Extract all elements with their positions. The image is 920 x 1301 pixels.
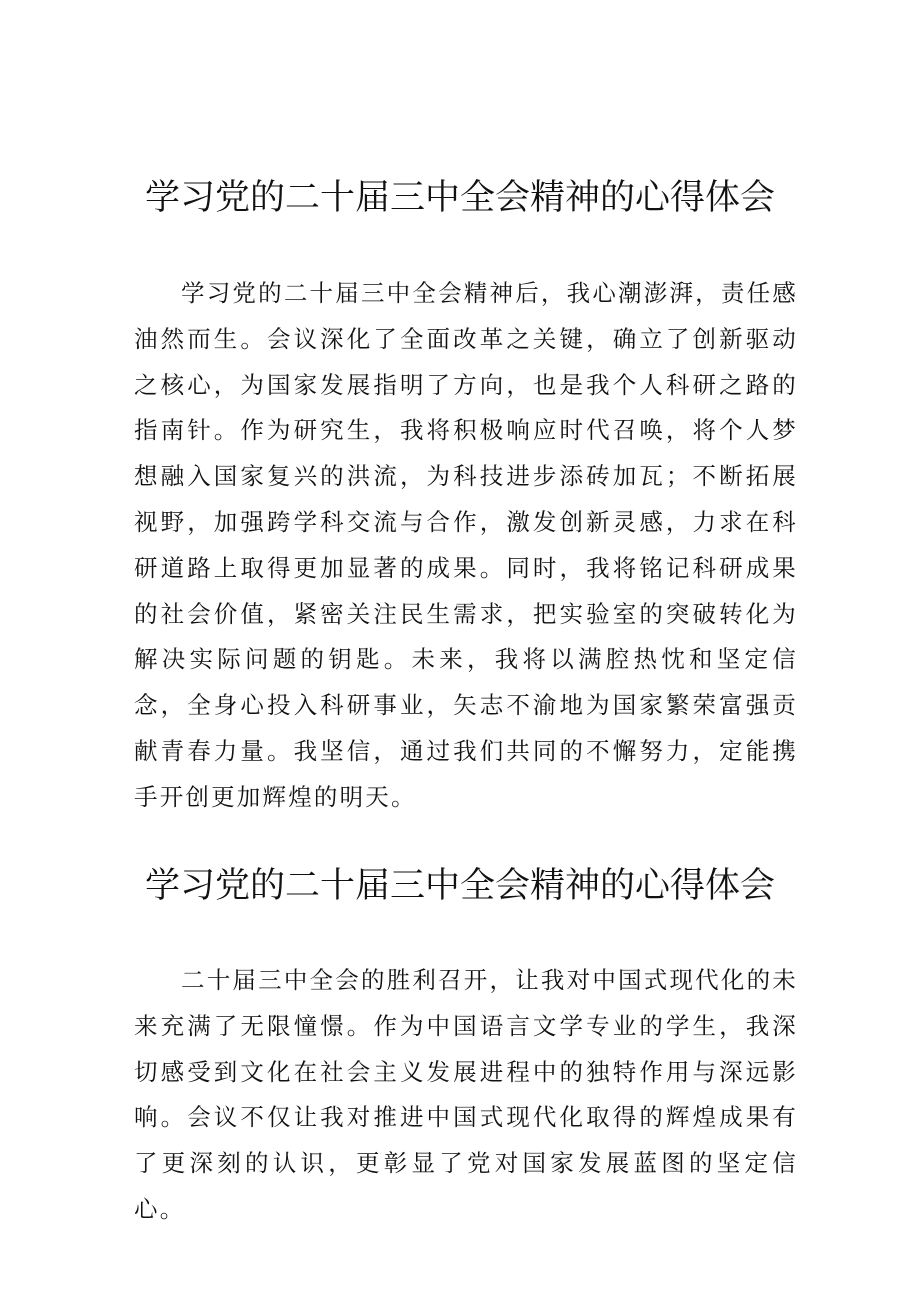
section-2-body: 二十届三中全会的胜利召开，让我对中国式现代化的未来充满了无限憧憬。作为中国语言文学专业的学生，我深切感受到文化在社会主义发展进程中的独特作用与深远影响。会议不仅让我对推进中国式现代化取得的辉煌成果有了更深刻的认识，更彰显了党对国家发展蓝图的坚定信心。	[134, 966, 798, 1223]
section-2-title: 学习党的二十届三中全会精神的心得体会	[144, 866, 775, 906]
section-1-body: 学习党的二十届三中全会精神后，我心潮澎湃，责任感油然而生。会议深化了全面改革之关键，确立了创新驱动之核心，为国家发展指明了方向，也是我个人科研之路的指南针。作为研究生，我将积极响应时代召唤，将个人梦想融入国家复兴的洪流，为科技进步添砖加瓦；不断拓展视野，加强跨学科交流与合作，激发创新灵感，力求在科研道路上取得更加显著的成果。同时，我将铭记科研成果的社会价值，紧密关注民生需求，把实验室的突破转化为解决实际问题的钥匙。未来，我将以满腔热忱和坚定信念，全身心投入科研事业，矢志不渝地为国家繁荣富强贡献青春力量。我坚信，通过我们共同的不懈努力，定能携手开创更加辉煌的明天。	[134, 279, 798, 811]
section-1-title: 学习党的二十届三中全会精神的心得体会	[144, 178, 775, 218]
